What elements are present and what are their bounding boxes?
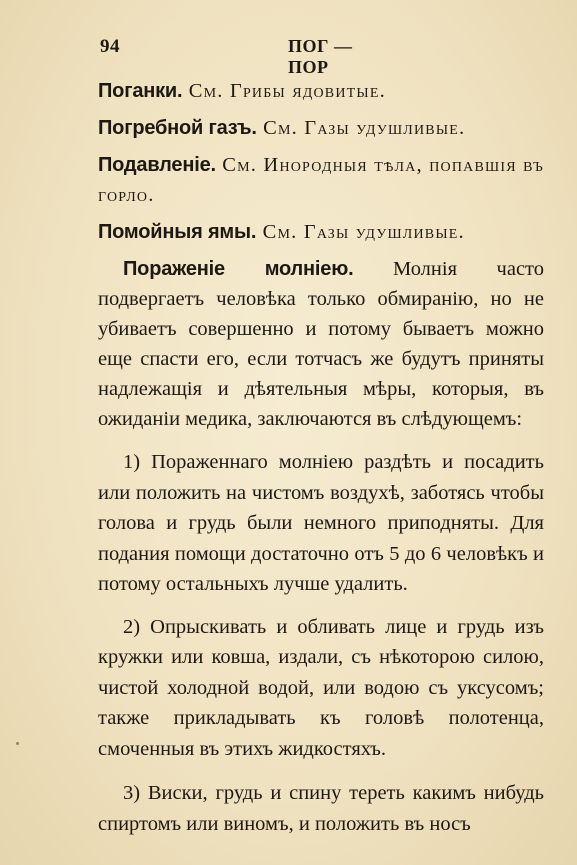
entry-pogánki [98, 76, 544, 106]
entry-headword: Помойныя ямы. [98, 221, 257, 243]
page-body [98, 76, 544, 839]
entry-podavlenie [98, 150, 544, 210]
entry-headword: Поганки. [98, 80, 183, 102]
article-paragraph-1: 1) Пораженнаго молніею раздѣть и посадить или положить на чистомъ воздухѣ, заботясь чтобы голова и грудь были немного приподняты. Для подания помощи достаточно отъ 5 до 6 человѣкъ и потому остальныхъ лучше удалить. [98, 451, 544, 595]
article-intro-text: Молнія часто подвергаетъ человѣка только обмиранію, но не убиваетъ совершенно и потому бываетъ можно еще спасти его, если тотчасъ же будутъ приняты надлежащія и дѣятельныя мѣры, которыя, въ ожиданіи медика, заключаются въ слѣдующемъ: [98, 258, 544, 430]
ink-speck-decoration [16, 742, 19, 745]
entry-headword: Подавленіе. [98, 154, 216, 176]
entry-cross-reference: См. Газы удушливые. [256, 221, 465, 243]
article-headword: Пораженіе молніею. [123, 258, 354, 280]
entry-pogrebnoy-gaz [98, 113, 544, 143]
entry-cross-reference: См. Газы удушливые. [256, 117, 466, 139]
entry-pomoynyya-yamy [98, 217, 544, 247]
entry-headword: Погребной газъ. [98, 117, 257, 139]
article-porazhenie-molnieyu [98, 254, 544, 434]
entry-cross-reference: См. Грибы ядовитые. [182, 80, 386, 102]
article-paragraph-3: 3) Виски, грудь и спину тереть какимъ нибудь спиртомъ или виномъ, и положить въ носъ [98, 782, 544, 835]
entry-cross-reference: См. Инородныя тѣла, попавшія въ горло. [98, 154, 544, 206]
running-head: ПОГ — ПОР [288, 36, 353, 77]
page-header [100, 36, 390, 77]
article-paragraph-2: 2) Опрыскивать и обливать лице и грудь изъ кружки или ковша, издали, съ нѣкоторою силою, чистой холодной водой, или водою съ уксусомъ; также прикладывать къ головѣ полотенца, смоченныя въ этихъ жидкостяхъ. [98, 615, 544, 760]
page-number: 94 [100, 36, 120, 57]
